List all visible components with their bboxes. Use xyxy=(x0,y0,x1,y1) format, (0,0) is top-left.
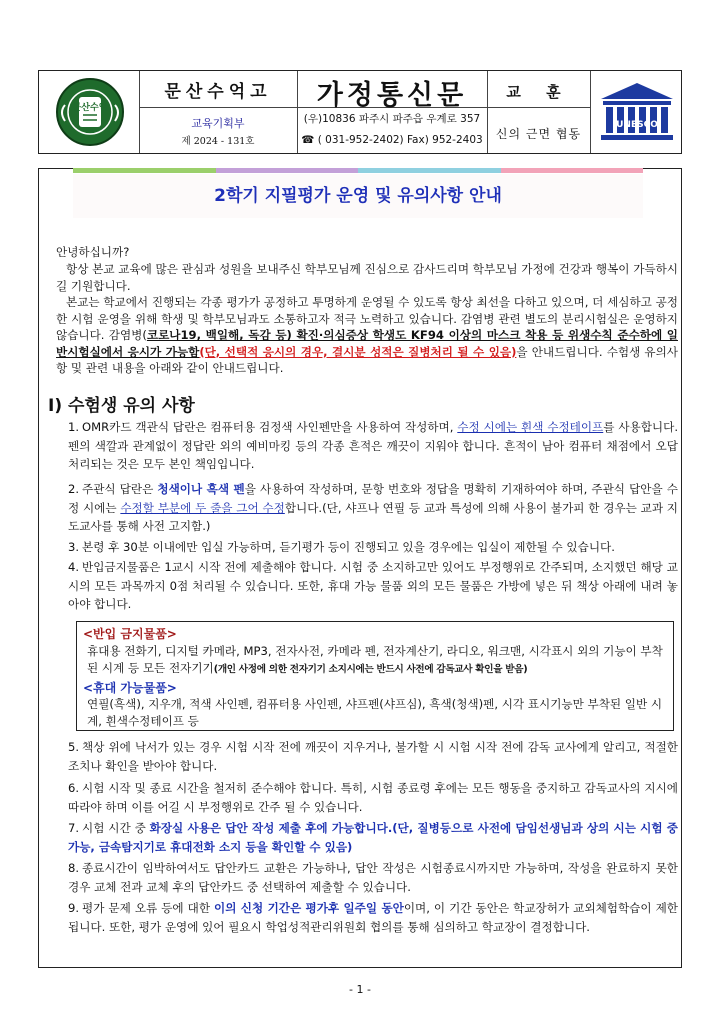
items-info-box xyxy=(76,621,674,731)
school-motto: 신의 근면 협동 xyxy=(495,127,582,141)
motto-label: 교 훈 xyxy=(506,83,571,101)
list-item: 8. 종료시간이 임박하여서도 답안카드 교환은 가능하나, 답안 작성은 시험종료시까지만 가능하며, 작성을 완료하지 못한 경우 교체 전과 교체 후의 답안카드 중 선택하여 제출할 수 있습니다. xyxy=(68,861,678,894)
list-item: 2. 주관식 답란은 청색이나 흑색 펜을 사용하여 작성하며, 문항 번호와 정답을 명확히 기재하여야 하며, 주관식 답안을 수정 시에는 수정할 부분에 두 줄을 그어 수정합니다.(단, 샤프나 연필 등 교과 특성에 의해 사용이 불가피 한 경우는 교과 지도교사를 통해 사전 고지함.) xyxy=(68,482,679,534)
department-name: 교육기획부 xyxy=(191,117,245,130)
school-phone: ☎ ( 031-952-2402) Fax) 952-2403 xyxy=(301,134,483,146)
notice-title: 2학기 지필평가 운영 및 유의사항 안내 xyxy=(73,174,643,218)
school-emblem-icon xyxy=(53,75,127,149)
school-name: 문산수억고 xyxy=(164,82,272,102)
unesco-logo-icon xyxy=(597,81,677,143)
banned-items-note: (개인 사정에 의한 전자기기 소지시에는 반드시 사전에 감독교사 확인을 받음) xyxy=(213,664,528,675)
list-item: 6. 시험 시작 및 종료 시간을 철저히 준수해야 합니다. 특히, 시험 종료령 후에는 모든 행동을 중지하고 감독교사의 지시에 따라야 하며 이를 어길 시 부정행위로 간주 될 수 있습니다. xyxy=(68,781,678,814)
banned-items-list: 휴대용 전화기, 디지털 카메라, MP3, 전자사전, 카메라 펜, 전자계산기, 라디오, 워크맨, 시각표시 외의 기능이 부착된 시계 등 모든 전자기기(개인 사정에 의한 전자기기 소지시에는 반드시 사전에 감독교사 확인을 받음) xyxy=(87,644,663,675)
allowed-items-heading: <휴대 가능물품> xyxy=(83,681,177,695)
section-heading: Ⅰ) 수험생 유의 사항 xyxy=(48,396,195,416)
list-item: 3. 본령 후 30분 이내에만 입실 가능하며, 듣기평가 등이 진행되고 있을 경우에는 입실이 제한될 수 있습니다. xyxy=(68,540,615,554)
list-item: 9. 평가 문제 오류 등에 대한 이의 신청 기간은 평가후 일주일 동안이며, 이 기간 동안은 학교장허가 교외체험학습이 제한됩니다. 또한, 평가 운영에 있어 필요시 학업성적관리위원회 협의를 통해 심의하고 학교장이 결정합니다. xyxy=(68,901,678,934)
greeting: 안녕하십니까? xyxy=(56,245,130,259)
page-number: - 1 - xyxy=(349,983,371,996)
intro-paragraph-1: 항상 본교 교육에 많은 관심과 성원을 보내주신 학부모님께 진심으로 감사드리며 학부모님 가정에 건강과 행복이 가득하시길 기원합니다. xyxy=(56,262,678,293)
letter-header xyxy=(38,70,682,154)
list-item: 7. 시험 시간 중 화장실 사용은 답안 작성 제출 후에 가능합니다.(단, 질병등으로 사전에 담임선생님과 상의 시는 시험 중 가능, 금속탐지기로 휴대전화 소지 등을 확인할 수 있음) xyxy=(68,821,678,854)
telephone-icon: ☎ xyxy=(301,134,315,146)
emblem-text: 문산수억 xyxy=(72,103,108,113)
intro-paragraph-2: 본교는 학교에서 진행되는 각종 평가가 공정하고 투명하게 운영될 수 있도록 항상 최선을 다하고 있으며, 더 세심하고 공정한 시험 운영을 위해 학생 및 학부모님과도 소통하고자 적극 노력하고 있습니다. 감염병 관련 별도의 분리시험실은 운영하지 않습니다. 감염병(코로나19, 백일해, 독감 등) 확진·의심증상 학생도 KF94 이상의 마스크 착용 등 위생수칙 준수하에 일반시험실에서 응시가 가능함(단, 선택적 응시의 경우, 결시분 성적은 질병처리 될 수 있음)을 안내드립니다. 수험생 유의사항 및 관련 내용을 아래와 같이 안내드립니다. xyxy=(56,295,678,376)
school-address: (우)10836 파주시 파주읍 우계로 357 xyxy=(303,113,481,125)
banned-items-heading: <반입 금지물품> xyxy=(83,627,177,641)
list-item: 5. 책상 위에 낙서가 있는 경우 시험 시작 전에 깨끗이 지우거나, 불가할 시 시험 시작 전에 감독 교사에게 알리고, 적절한 조치나 확인을 받아야 합니다. xyxy=(68,740,678,773)
issue-number: 제 2024 - 131호 xyxy=(181,136,255,147)
title-stripe xyxy=(73,168,643,173)
document-title: 가정통신문 xyxy=(316,80,468,111)
unesco-text: UNESCO xyxy=(616,120,658,130)
list-item: 1. OMR카드 객관식 답란은 컴퓨터용 검정색 사인펜만을 사용하여 작성하며, 수정 시에는 흰색 수정테이프를 사용합니다. 펜의 색깔과 관계없이 정답란 외의 예비마킹 등의 각종 흔적은 깨끗이 지워야 합니다. 흔적이 남아 컴퓨터 채점에서 오답 처리되는 것은 모두 본인 책임입니다. xyxy=(68,420,679,472)
list-item: 4. 반입금지물품은 1교시 시작 전에 제출해야 합니다. 시험 중 소지하고만 있어도 부정행위로 간주되며, 소지했던 해당 교시의 모든 과목까지 0점 처리될 수 있습니다. 또한, 휴대 가능 물품 외의 모든 물품은 가방에 넣은 뒤 책상 아래에 내려 놓아야 합니다. xyxy=(68,560,678,612)
allowed-items-list: 연필(흑색), 지우개, 적색 사인펜, 컴퓨터용 사인펜, 샤프펜(샤프심), 흑색(청색)펜, 시각 표시기능만 부착된 일반 시계, 흰색수정테이프 등 xyxy=(87,697,663,728)
